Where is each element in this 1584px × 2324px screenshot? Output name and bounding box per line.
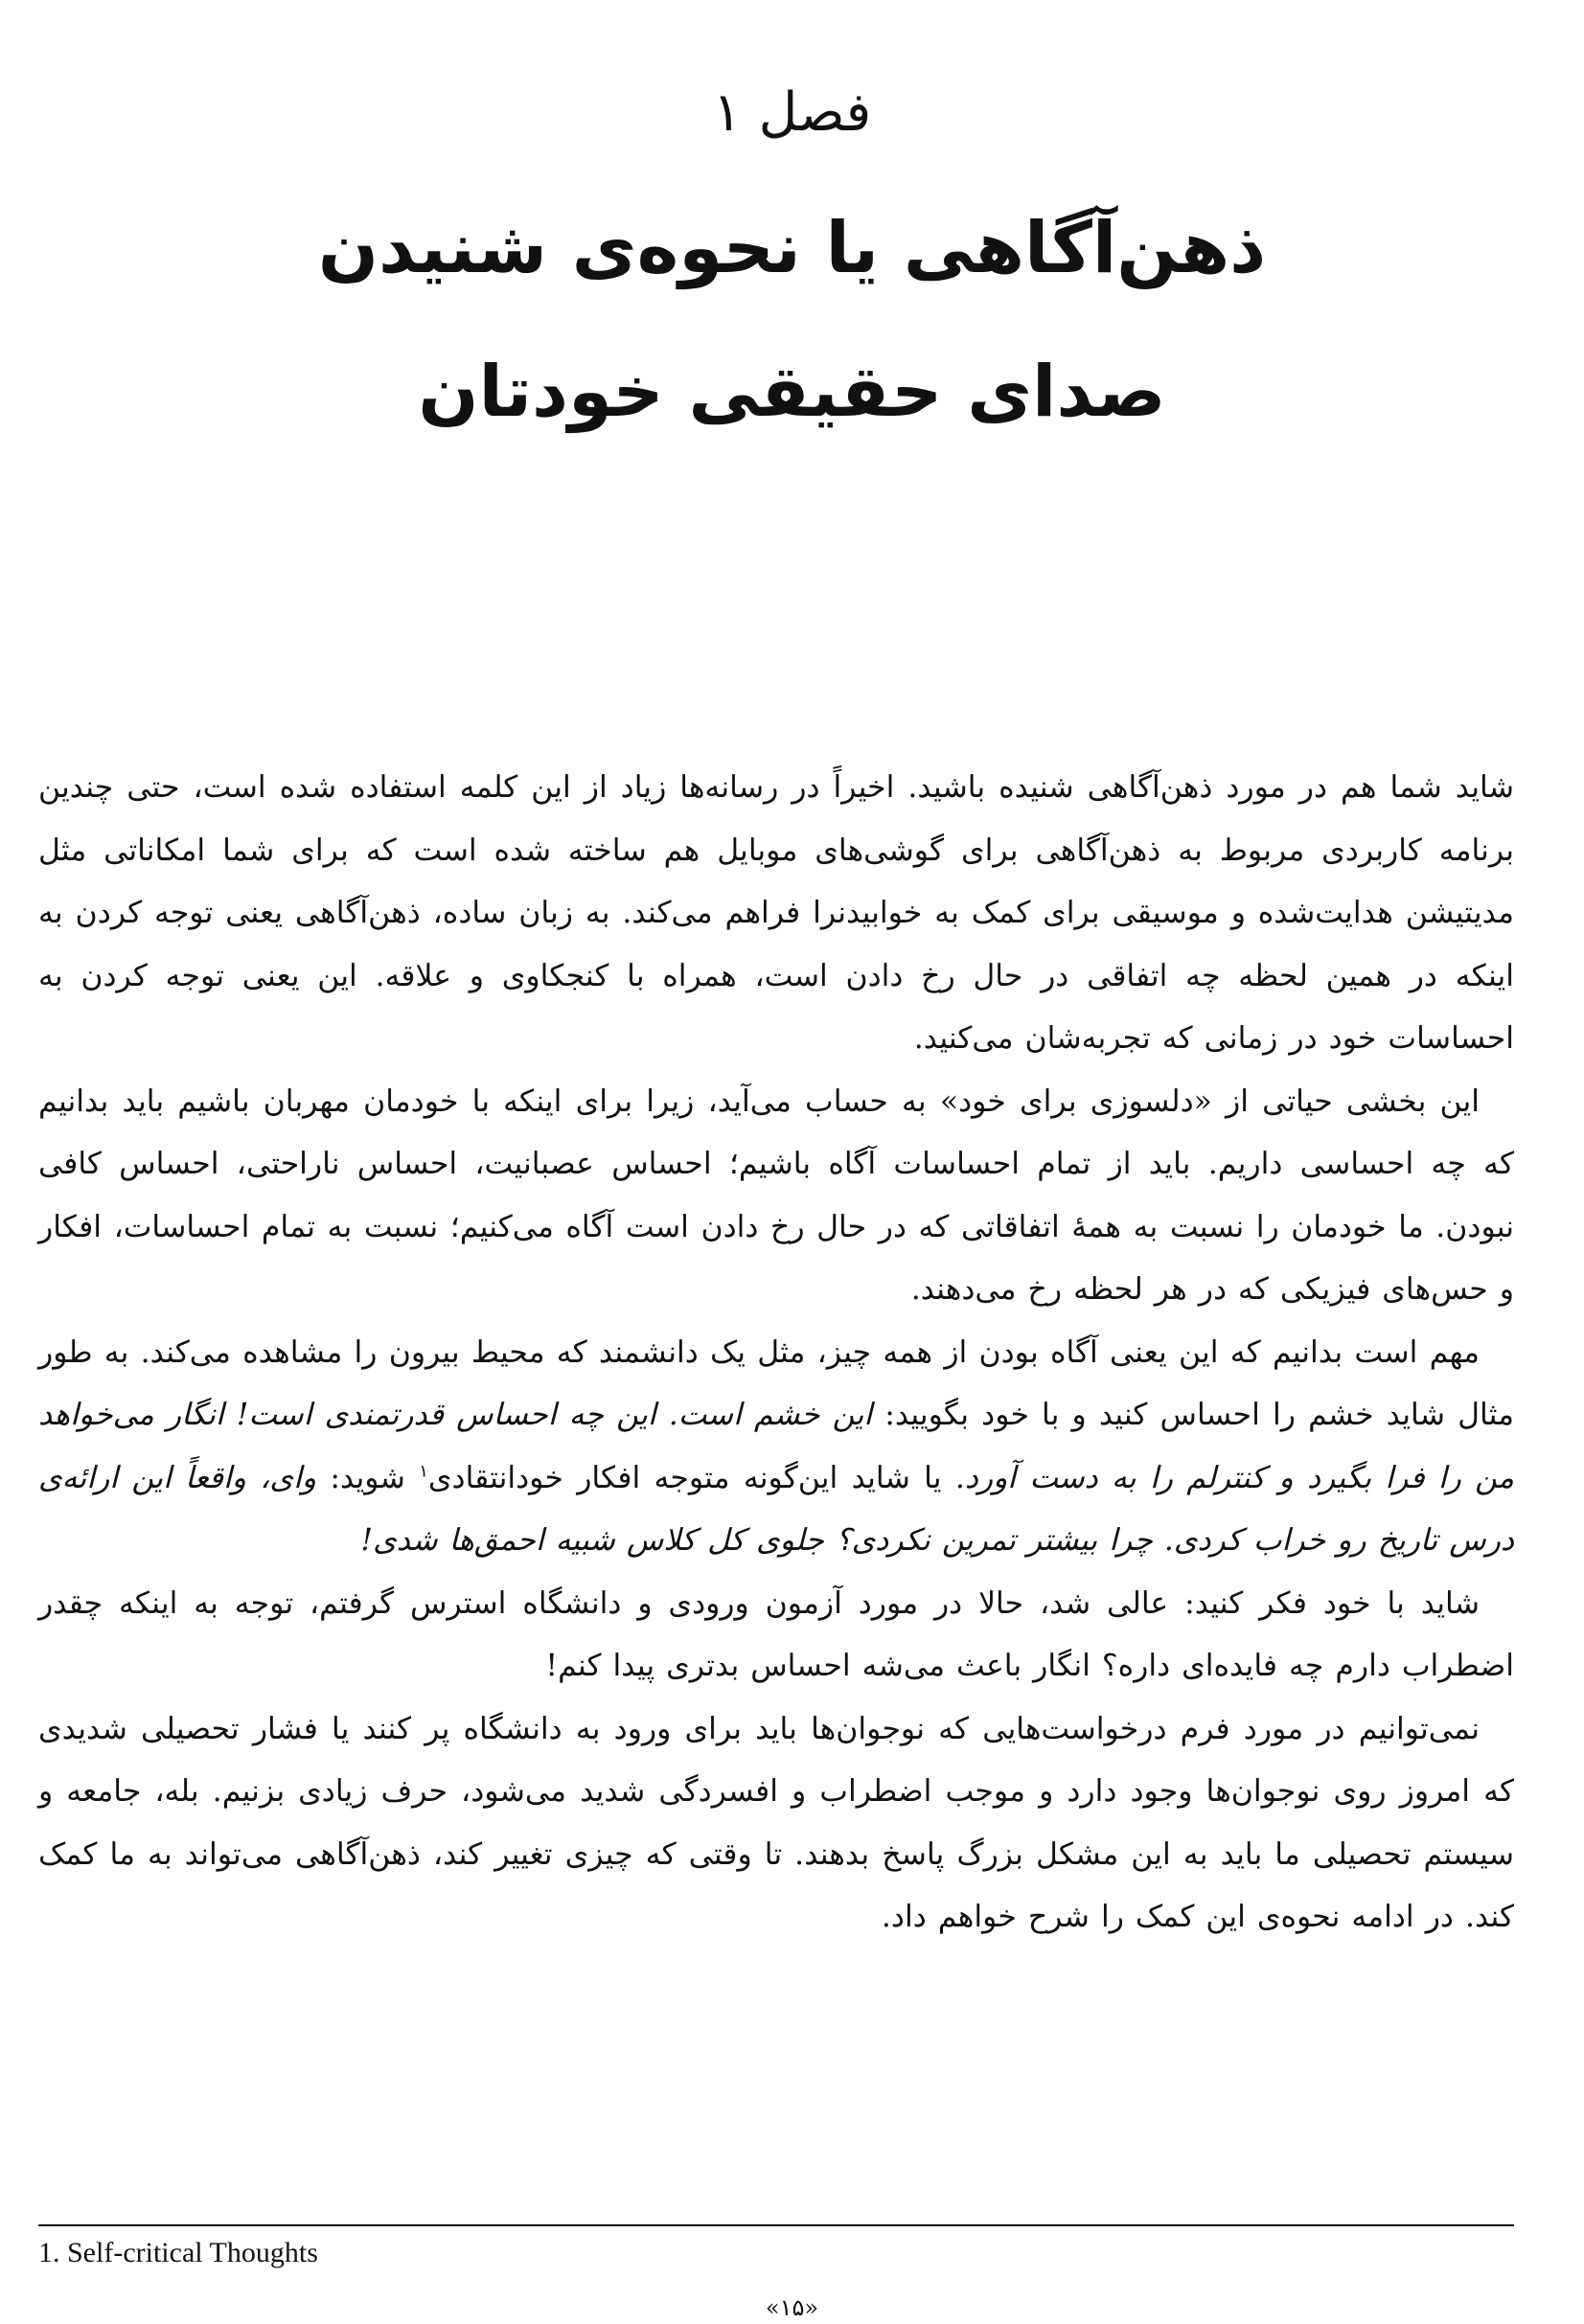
chapter-label: فصل ۱ (712, 81, 872, 144)
paragraph-text: یا شاید این‌گونه متوجه افکار خودانتقادی (427, 1460, 955, 1495)
paragraph (38, 1322, 1514, 1573)
chapter-title-line-2: صدای حقیقی خودتان (418, 351, 1166, 433)
italic-thought: این خشم است. این چه احساس قدرتمندی است! انگار می‌خواهد من را فرا بگیرد و کنترلم را به دست آورد. (38, 1398, 1514, 1495)
paragraph-text: این بخشی حیاتی از «دلسوزی برای خود» به حساب می‌آید، زیرا برای اینکه با خودمان مهربان باشیم باید بدانیم که چه احساسی داریم. باید از تمام احساسات آگاه باشیم؛ احساس عصبانیت، احساس ناراحتی، احساس کافی نبودن. ما خودمان را نسبت به همهٔ اتفاقاتی که در حال رخ دادن است آگاه می‌کنیم؛ نسبت به تمام احساسات، افکار و حس‌های فیزیکی که در هر لحظه رخ می‌دهند. (38, 1083, 1514, 1307)
paragraph-text: شاید با خود فکر کنید: عالی شد، حالا در مورد آزمون ورودی و دانشگاه استرس گرفتم، توجه به اینکه چقدر اضطراب دارم چه فایده‌ای داره؟ انگار باعث می‌شه احساس بدتری پیدا کنم! (38, 1585, 1514, 1683)
footnote-divider (38, 2224, 1514, 2226)
paragraph-text: شاید شما هم در مورد ذهن‌آگاهی شنیده باشید. اخیراً در رسانه‌ها زیاد از این کلمه استفاده شده است، حتی چندین برنامه کاربردی مربوط به ذهن‌آگاهی برای گوشی‌های موبایل هم ساخته شده است که برای شما امکاناتی مثل مدیتیشن هدایت‌شده و موسیقی برای کمک به خوابیدنرا فراهم می‌کند. به زبان ساده، ذهن‌آگاهی یعنی توجه کردن به اینکه در همین لحظه چه اتفاقی در حال رخ دادن است، همراه با کنجکاوی و علاقه. این یعنی توجه کردن به احساسات خود در زمانی که تجربه‌شان می‌کنید. (38, 770, 1514, 1056)
chapter-body (38, 757, 1514, 1949)
paragraph (38, 1573, 1514, 1698)
page-number: «۱۵» (765, 2294, 819, 2321)
chapter-title-line-1: ذهن‌آگاهی یا نحوه‌ی شنیدن (317, 207, 1267, 289)
paragraph-text: مهم است بدانیم که این یعنی آگاه بودن از همه چیز، مثل یک دانشمند که محیط بیرون را مشاهده می‌کند. به طور مثال شاید خشم را احساس کنید و با خود بگویید: (38, 1334, 1515, 1432)
paragraph (38, 757, 1514, 1071)
italic-thought: وای، واقعاً این ارائه‌ی درس تاریخ رو خراب کردی. چرا بیشتر تمرین نکردی؟ جلوی کل کلاس شبیه احمق‌ها شدی! (38, 1460, 1514, 1558)
paragraph-text: شوید: (316, 1460, 420, 1495)
paragraph (38, 1071, 1514, 1322)
paragraph (38, 1698, 1514, 1949)
footnote: 1. Self-critical Thoughts (38, 2237, 318, 2268)
footnote-reference: ۱ (419, 1461, 428, 1481)
paragraph-text: نمی‌توانیم در مورد فرم درخواست‌هایی که نوجوان‌ها باید برای ورود به دانشگاه پر کنند یا فشار تحصیلی شدیدی که امروز روی نوجوان‌ها وجود دارد و موجب اضطراب و افسردگی شدید می‌شود، حرف زیادی بزنیم. بله، جامعه و سیستم تحصیلی ما باید به این مشکل بزرگ پاسخ بدهند. تا وقتی که چیزی تغییر کند، ذهن‌آگاهی می‌تواند به ما کمک کند. در ادامه نحوه‌ی این کمک را شرح خواهم داد. (38, 1711, 1514, 1934)
